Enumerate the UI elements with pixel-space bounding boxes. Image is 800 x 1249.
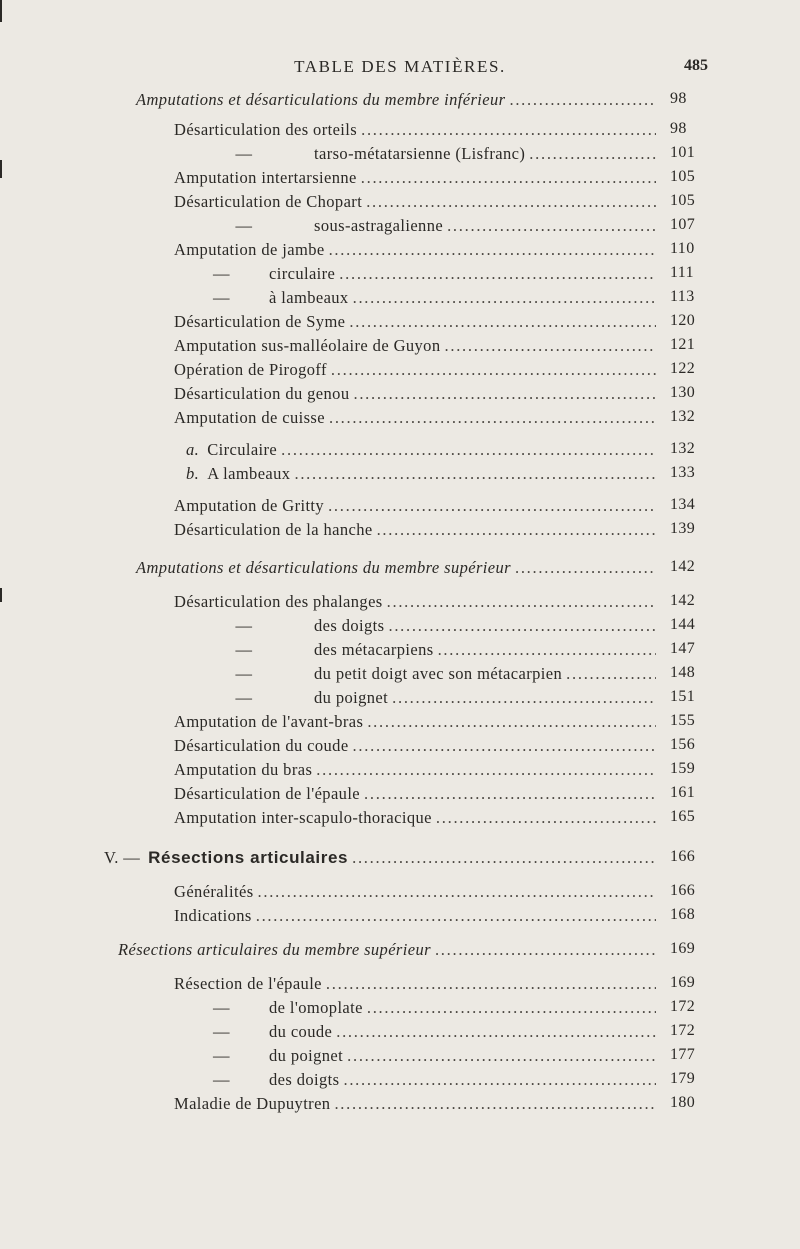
toc-entry-label bbox=[174, 216, 443, 236]
toc-entry bbox=[174, 384, 696, 406]
dot-leader bbox=[361, 120, 656, 140]
dot-leader bbox=[328, 496, 656, 516]
toc-entry-label bbox=[174, 1022, 332, 1042]
toc-entry bbox=[174, 736, 696, 758]
dot-leader bbox=[566, 664, 656, 684]
toc-entry-page: 132 bbox=[670, 440, 696, 457]
toc-entry bbox=[174, 240, 695, 262]
toc-entry bbox=[174, 144, 696, 166]
toc-entry-label: Indications bbox=[174, 906, 252, 925]
dot-leader bbox=[353, 736, 656, 756]
toc-entry-label: Maladie de Dupuytren bbox=[174, 1094, 331, 1113]
toc-entry-label bbox=[174, 1046, 343, 1066]
toc-entry-label: Résection de l'épaule bbox=[174, 974, 322, 993]
toc-entry-page: 172 bbox=[670, 1022, 696, 1039]
toc-entry-page: 121 bbox=[670, 336, 696, 353]
toc-entry-prefix: — bbox=[235, 640, 253, 659]
toc-entry-text: Résections articulaires bbox=[148, 848, 349, 867]
toc-entry-label bbox=[104, 848, 348, 868]
toc-entry-label: Amputation intertarsienne bbox=[174, 168, 357, 187]
toc-entry-page: 122 bbox=[670, 360, 696, 377]
toc-entry bbox=[186, 440, 696, 462]
toc-entry bbox=[174, 974, 696, 996]
toc-entry-text: des doigts bbox=[314, 616, 385, 635]
dot-leader bbox=[388, 616, 656, 636]
toc-entry bbox=[174, 168, 696, 190]
toc-entry-label: Amputation de l'avant-bras bbox=[174, 712, 364, 731]
toc-entry-label: Amputation du bras bbox=[174, 760, 313, 779]
toc-entry-page: 98 bbox=[670, 120, 687, 137]
toc-entry-text: des doigts bbox=[269, 1070, 340, 1089]
dot-leader bbox=[447, 216, 656, 236]
toc-entry-page: 105 bbox=[670, 168, 696, 185]
toc-entry bbox=[174, 906, 696, 928]
toc-entry-page: 155 bbox=[670, 712, 696, 729]
toc-entry-section bbox=[136, 90, 687, 112]
dot-leader bbox=[367, 998, 656, 1018]
dot-leader bbox=[353, 384, 656, 404]
toc-entry-text: du petit doigt avec son métacarpien bbox=[314, 664, 563, 683]
toc-entry-label: Désarticulation de la hanche bbox=[174, 520, 373, 539]
toc-entry-label: Généralités bbox=[174, 882, 254, 901]
toc-entry-label: Désarticulation de Syme bbox=[174, 312, 346, 331]
dot-leader bbox=[331, 360, 656, 380]
toc-entry-prefix: — bbox=[235, 144, 253, 163]
dot-leader bbox=[316, 760, 656, 780]
dot-leader bbox=[336, 1022, 656, 1042]
toc-entry-label: Amputation de cuisse bbox=[174, 408, 325, 427]
toc-entry-page: 130 bbox=[670, 384, 696, 401]
toc-entry bbox=[174, 264, 695, 286]
toc-entry bbox=[174, 882, 696, 904]
toc-entry bbox=[174, 808, 696, 830]
toc-entry-text: sous-astragalienne bbox=[314, 216, 444, 235]
toc-entry-page: 147 bbox=[670, 640, 696, 657]
dot-leader bbox=[361, 168, 656, 188]
toc-entry bbox=[174, 1094, 696, 1116]
toc-entry-page: 172 bbox=[670, 998, 696, 1015]
dot-leader bbox=[515, 558, 656, 578]
toc-entry-label bbox=[174, 264, 335, 284]
toc-entry-label: Amputations et désarticulations du membre supérieur bbox=[136, 558, 511, 577]
toc-entry-text: du poignet bbox=[269, 1046, 344, 1065]
toc-entry-label: Désarticulation des phalanges bbox=[174, 592, 383, 611]
toc-entry bbox=[174, 1022, 696, 1044]
dot-leader bbox=[339, 264, 656, 284]
toc-entry-label bbox=[174, 688, 388, 708]
toc-entry bbox=[174, 312, 696, 334]
toc-entry-page: 139 bbox=[670, 520, 696, 537]
toc-entry-prefix: — bbox=[213, 998, 230, 1017]
toc-entry bbox=[174, 998, 696, 1020]
toc-entry-section bbox=[118, 940, 696, 962]
dot-leader bbox=[353, 288, 656, 308]
toc-entry-page: 101 bbox=[670, 144, 696, 161]
toc-entry-label bbox=[174, 616, 384, 636]
toc-entry-label: Désarticulation du genou bbox=[174, 384, 350, 403]
dot-leader bbox=[438, 640, 656, 660]
dot-leader bbox=[364, 784, 656, 804]
toc-entry-page: 177 bbox=[670, 1046, 696, 1063]
toc-entry-label bbox=[174, 640, 434, 660]
toc-entry-text: tarso-métatarsienne (Lisfranc) bbox=[314, 144, 526, 163]
toc-entry-prefix: — bbox=[213, 288, 230, 307]
toc-entry-page: 133 bbox=[670, 464, 696, 481]
toc-entry-page: 107 bbox=[670, 216, 696, 233]
toc-entry-label: Amputation de jambe bbox=[174, 240, 325, 259]
toc-entry bbox=[174, 784, 696, 806]
dot-leader bbox=[352, 848, 656, 868]
toc-entry-page: 165 bbox=[670, 808, 696, 825]
dot-leader bbox=[436, 808, 656, 828]
toc-entry bbox=[174, 712, 696, 734]
toc-entry-text: de l'omoplate bbox=[269, 998, 363, 1017]
toc-entry-page: 111 bbox=[670, 264, 695, 281]
toc-entry bbox=[174, 360, 696, 382]
scan-edge-mark bbox=[0, 588, 2, 602]
toc-entry bbox=[186, 464, 696, 486]
toc-entry-label bbox=[174, 288, 349, 308]
toc-entry-prefix: — bbox=[235, 616, 253, 635]
toc-entry-prefix: — bbox=[235, 216, 253, 235]
dot-leader bbox=[435, 940, 656, 960]
toc-entry-page: 169 bbox=[670, 940, 696, 957]
toc-entry-page: 161 bbox=[670, 784, 696, 801]
toc-entry-page: 110 bbox=[670, 240, 695, 257]
toc-entry-page: 142 bbox=[670, 592, 696, 609]
toc-entry-label: Amputation sus-malléolaire de Guyon bbox=[174, 336, 441, 355]
toc-entry-page: 120 bbox=[670, 312, 696, 329]
toc-entry-page: 180 bbox=[670, 1094, 696, 1111]
toc-entry bbox=[174, 288, 695, 310]
toc-entry-chapter bbox=[104, 848, 696, 870]
dot-leader bbox=[445, 336, 657, 356]
toc-entry bbox=[174, 120, 687, 142]
toc-entry-label bbox=[174, 998, 363, 1018]
scan-edge-mark bbox=[0, 0, 2, 22]
toc-entry-prefix: — bbox=[235, 688, 253, 707]
toc-entry-label bbox=[174, 144, 525, 164]
toc-entry bbox=[174, 1070, 696, 1092]
toc-entry-prefix: — bbox=[235, 664, 253, 683]
toc-entry bbox=[174, 216, 696, 238]
dot-leader bbox=[392, 688, 656, 708]
dot-leader bbox=[509, 90, 656, 110]
toc-entry-page: 134 bbox=[670, 496, 696, 513]
dot-leader bbox=[334, 1094, 656, 1114]
dot-leader bbox=[326, 974, 656, 994]
toc-entry bbox=[174, 664, 696, 686]
toc-entry-label: Opération de Pirogoff bbox=[174, 360, 327, 379]
toc-entry bbox=[174, 1046, 696, 1068]
dot-leader bbox=[281, 440, 656, 460]
dot-leader bbox=[347, 1046, 656, 1066]
toc-entry-label bbox=[174, 664, 562, 684]
toc-entry-label: Désarticulation des orteils bbox=[174, 120, 358, 139]
toc-entry-text: du poignet bbox=[314, 688, 389, 707]
dot-leader bbox=[294, 464, 656, 484]
page-number: 485 bbox=[684, 57, 708, 74]
toc-entry-page: 169 bbox=[670, 974, 696, 991]
toc-entry-label: Désarticulation du coude bbox=[174, 736, 349, 755]
toc-entry-text: des métacarpiens bbox=[314, 640, 434, 659]
dot-leader bbox=[256, 906, 656, 926]
toc-entry-section bbox=[136, 558, 696, 580]
toc-entry-label bbox=[186, 440, 277, 460]
toc-entry-prefix: — bbox=[213, 1070, 230, 1089]
toc-entry-label bbox=[174, 1070, 339, 1090]
toc-entry bbox=[174, 592, 696, 614]
scan-edge-mark bbox=[0, 160, 2, 178]
toc-entry-prefix: — bbox=[213, 264, 230, 283]
toc-entry-label: Désarticulation de Chopart bbox=[174, 192, 363, 211]
toc-entry-text: A lambeaux bbox=[207, 464, 291, 483]
toc-entry-page: 166 bbox=[670, 848, 696, 865]
toc-entry-text: Circulaire bbox=[207, 440, 278, 459]
toc-entry-prefix: V. — bbox=[104, 848, 141, 867]
toc-entry bbox=[174, 688, 696, 710]
toc-entry-label: Résections articulaires du membre supérieur bbox=[118, 940, 431, 959]
toc-entry-label: Désarticulation de l'épaule bbox=[174, 784, 361, 803]
toc-entry-label: Amputations et désarticulations du membre inférieur bbox=[136, 90, 506, 109]
toc-entry bbox=[174, 192, 696, 214]
page-title: TABLE DES MATIÈRES. bbox=[294, 57, 506, 76]
dot-leader bbox=[529, 144, 656, 164]
toc-entry bbox=[174, 336, 696, 358]
dot-leader bbox=[329, 408, 656, 428]
toc-entry-page: 142 bbox=[670, 558, 696, 575]
toc-entry-page: 105 bbox=[670, 192, 696, 209]
toc-entry-page: 98 bbox=[670, 90, 687, 107]
toc-entry-page: 113 bbox=[670, 288, 695, 305]
dot-leader bbox=[377, 520, 656, 540]
toc-entry-prefix: b. bbox=[186, 464, 200, 483]
toc-entry-prefix: — bbox=[213, 1046, 230, 1065]
toc-entry-prefix: a. bbox=[186, 440, 200, 459]
toc-entry bbox=[174, 640, 696, 662]
toc-entry bbox=[174, 760, 696, 782]
toc-entry-page: 148 bbox=[670, 664, 696, 681]
toc-entry-page: 132 bbox=[670, 408, 696, 425]
dot-leader bbox=[366, 192, 656, 212]
toc-entry-page: 151 bbox=[670, 688, 696, 705]
toc-entry-text: du coude bbox=[269, 1022, 333, 1041]
toc-entry-label bbox=[186, 464, 290, 484]
toc-entry-page: 159 bbox=[670, 760, 696, 777]
dot-leader bbox=[329, 240, 656, 260]
toc-entry-label: Amputation inter-scapulo-thoracique bbox=[174, 808, 432, 827]
toc-entry bbox=[174, 520, 696, 542]
dot-leader bbox=[367, 712, 656, 732]
toc-entry-page: 166 bbox=[670, 882, 696, 899]
toc-entry-page: 144 bbox=[670, 616, 696, 633]
toc-entry-text: à lambeaux bbox=[269, 288, 349, 307]
toc-entry-prefix: — bbox=[213, 1022, 230, 1041]
toc-entry bbox=[174, 408, 696, 430]
dot-leader bbox=[349, 312, 656, 332]
toc-entry-page: 168 bbox=[670, 906, 696, 923]
toc-entry bbox=[174, 616, 696, 638]
dot-leader bbox=[387, 592, 656, 612]
toc-entry-page: 179 bbox=[670, 1070, 696, 1087]
dot-leader bbox=[343, 1070, 656, 1090]
toc-entry-page: 156 bbox=[670, 736, 696, 753]
page-header bbox=[0, 57, 800, 81]
toc-entry-label: Amputation de Gritty bbox=[174, 496, 325, 515]
toc-entry-text: circulaire bbox=[269, 264, 336, 283]
dot-leader bbox=[258, 882, 656, 902]
toc-entry bbox=[174, 496, 696, 518]
